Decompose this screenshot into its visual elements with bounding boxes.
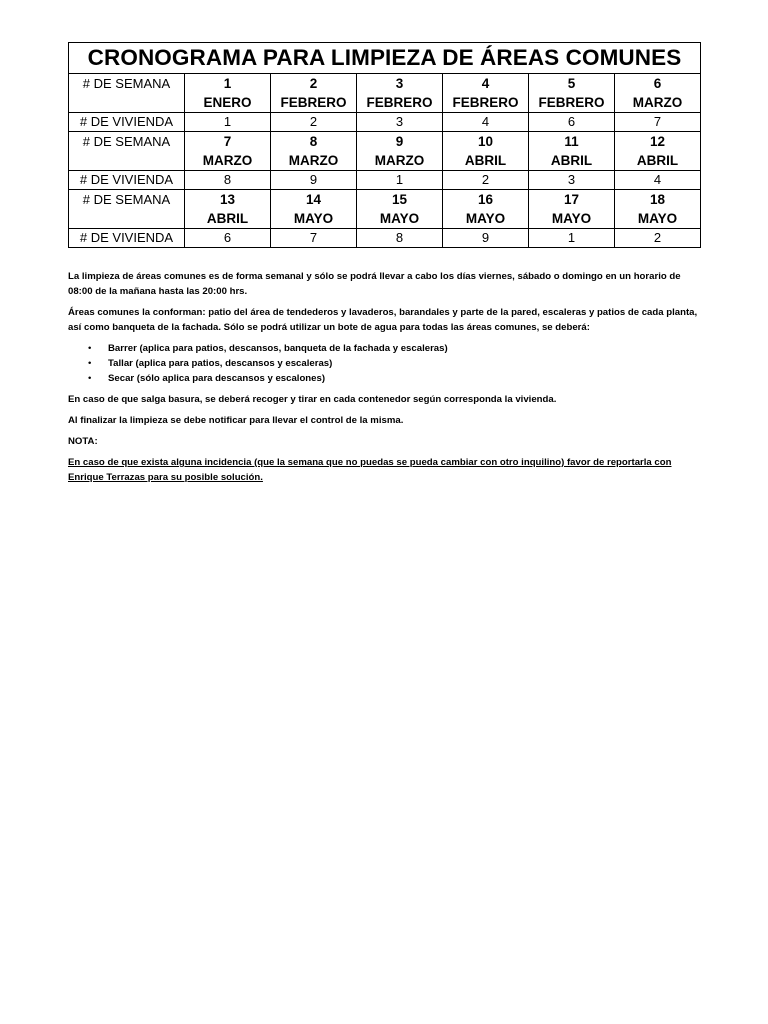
- house-cell: 2: [615, 229, 701, 248]
- week-cell: [529, 74, 615, 113]
- house-cell: 4: [443, 113, 529, 132]
- week-month: MARZO: [202, 153, 253, 168]
- week-number: 10: [477, 134, 494, 149]
- week-cell: [357, 74, 443, 113]
- house-cell: 2: [271, 113, 357, 132]
- schedule-paragraph: La limpieza de áreas comunes es de forma semanal y sólo se podrá llevar a cabo los días viernes, sábado o domingo en un horario de 08:00 de la mañana hasta las 20:00 hrs.: [68, 271, 681, 297]
- week-month: ABRIL: [550, 153, 593, 168]
- week-number: 2: [309, 76, 318, 91]
- week-month: ABRIL: [636, 153, 679, 168]
- week-number: 5: [567, 76, 576, 91]
- week-number: 18: [650, 192, 666, 207]
- week-number: 7: [223, 134, 232, 149]
- house-label: # DE VIVIENDA: [69, 113, 185, 132]
- week-cell: [615, 190, 701, 229]
- task-text: Tallar (aplica para patios, descansos y escaleras): [108, 358, 333, 369]
- house-row: [69, 113, 701, 132]
- week-month: ABRIL: [206, 211, 249, 226]
- week-number: 14: [305, 192, 322, 207]
- cleaning-schedule-table: [68, 42, 701, 248]
- house-cell: 4: [615, 171, 701, 190]
- house-cell: 9: [271, 171, 357, 190]
- week-cell: [443, 190, 529, 229]
- week-row: [69, 190, 701, 229]
- week-month: MARZO: [374, 153, 425, 168]
- week-number: 1: [223, 76, 232, 91]
- week-cell: [185, 74, 271, 113]
- week-number: 6: [653, 76, 662, 91]
- nota-label: NOTA:: [68, 436, 98, 447]
- week-number: 17: [563, 192, 580, 207]
- house-cell: 1: [357, 171, 443, 190]
- week-month: MAYO: [379, 211, 420, 226]
- week-label: # DE SEMANA: [69, 74, 185, 113]
- instructions-section: [68, 269, 700, 491]
- house-cell: 6: [529, 113, 615, 132]
- week-label: # DE SEMANA: [69, 190, 185, 229]
- house-cell: 7: [615, 113, 701, 132]
- week-cell: [443, 74, 529, 113]
- week-number: 11: [564, 134, 579, 149]
- task-text: Secar (sólo aplica para descansos y escalones): [108, 373, 326, 384]
- house-label: # DE VIVIENDA: [69, 229, 185, 248]
- task-text: Barrer (aplica para patios, descansos, banqueta de la fachada y escaleras): [108, 343, 448, 354]
- week-month: FEBRERO: [366, 95, 433, 110]
- house-cell: 3: [529, 171, 615, 190]
- week-cell: [443, 132, 529, 171]
- week-cell: [357, 132, 443, 171]
- week-number: 15: [391, 192, 408, 207]
- bullet-icon: •: [88, 358, 92, 369]
- house-cell: 2: [443, 171, 529, 190]
- week-number: 4: [481, 76, 490, 91]
- house-row: [69, 229, 701, 248]
- week-cell: [271, 190, 357, 229]
- garbage-paragraph: En caso de que salga basura, se deberá recoger y tirar en cada contenedor según corresponda la vivienda.: [68, 394, 557, 405]
- incident-warning: En caso de que exista alguna incidencia (que la semana que no puedas se pueda cambiar con otro inquilino) favor de reportarla con Enrique Terrazas para su posible solución.: [68, 457, 672, 483]
- task-item: [68, 341, 700, 356]
- house-cell: 9: [443, 229, 529, 248]
- week-month: MARZO: [288, 153, 339, 168]
- week-number: 3: [395, 76, 404, 91]
- week-number: 8: [309, 134, 318, 149]
- bullet-icon: •: [88, 373, 92, 384]
- week-month: ABRIL: [464, 153, 507, 168]
- week-month: FEBRERO: [538, 95, 605, 110]
- task-list: [68, 341, 700, 386]
- week-cell: [271, 132, 357, 171]
- week-month: MAYO: [465, 211, 506, 226]
- areas-paragraph: Áreas comunes la conforman: patio del área de tendederos y lavaderos, barandales y parte de la pared, escaleras y patios de cada planta, así como banqueta de la fachada. Sólo se podrá utilizar un bote de agua para todas las áreas comunes, se deberá:: [68, 307, 698, 333]
- task-item: [68, 371, 700, 386]
- week-month: MARZO: [632, 95, 683, 110]
- week-month: MAYO: [551, 211, 592, 226]
- week-number: 12: [650, 134, 666, 149]
- week-month: FEBRERO: [280, 95, 347, 110]
- schedule-title: CRONOGRAMA PARA LIMPIEZA DE ÁREAS COMUNES: [69, 43, 701, 74]
- week-cell: [271, 74, 357, 113]
- house-cell: 3: [357, 113, 443, 132]
- notify-paragraph: Al finalizar la limpieza se debe notificar para llevar el control de la misma.: [68, 415, 404, 426]
- week-number: 13: [219, 192, 236, 207]
- week-month: FEBRERO: [452, 95, 519, 110]
- bullet-icon: •: [88, 343, 92, 354]
- week-month: ENERO: [203, 95, 252, 110]
- house-cell: 6: [185, 229, 271, 248]
- house-cell: 8: [357, 229, 443, 248]
- week-number: 9: [395, 134, 404, 149]
- week-cell: [615, 74, 701, 113]
- week-cell: [185, 132, 271, 171]
- week-cell: [529, 190, 615, 229]
- week-cell: [185, 190, 271, 229]
- week-cell: [357, 190, 443, 229]
- week-number: 16: [477, 192, 494, 207]
- house-cell: 8: [185, 171, 271, 190]
- house-cell: 1: [529, 229, 615, 248]
- week-row: [69, 132, 701, 171]
- house-label: # DE VIVIENDA: [69, 171, 185, 190]
- task-item: [68, 356, 700, 371]
- week-month: MAYO: [293, 211, 334, 226]
- week-cell: [529, 132, 615, 171]
- week-row: [69, 74, 701, 113]
- week-month: MAYO: [637, 211, 678, 226]
- house-cell: 1: [185, 113, 271, 132]
- house-cell: 7: [271, 229, 357, 248]
- house-row: [69, 171, 701, 190]
- week-cell: [615, 132, 701, 171]
- week-label: # DE SEMANA: [69, 132, 185, 171]
